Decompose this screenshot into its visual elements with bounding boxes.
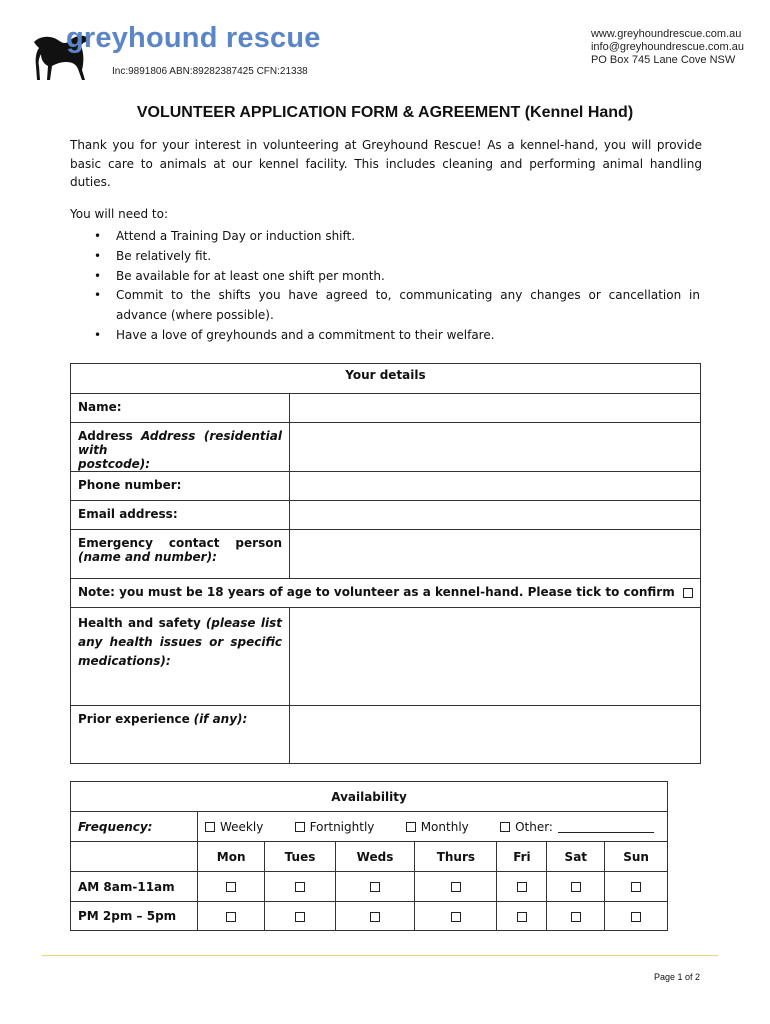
phone-label: Phone number: [71, 472, 290, 501]
am-tues-checkbox[interactable] [295, 882, 305, 892]
day-sun: Sun [605, 842, 668, 872]
name-field[interactable] [290, 394, 701, 423]
intro-paragraph: Thank you for your interest in volunteering at Greyhound Rescue! As a kennel-hand, you will provide basic care to animals at our kennel facility. This includes cleaning and performing animal handling duties. [70, 138, 702, 189]
age-confirm-checkbox[interactable] [683, 588, 693, 598]
emergency-contact-field[interactable] [290, 530, 701, 579]
prior-experience-field[interactable] [290, 706, 701, 764]
frequency-options [198, 812, 668, 842]
table-row [71, 902, 668, 931]
am-sun-checkbox[interactable] [631, 882, 641, 892]
website-link[interactable]: www.greyhoundrescue.com.au [590, 28, 742, 40]
frequency-monthly[interactable]: Monthly [406, 820, 469, 834]
frequency-weekly[interactable]: Weekly [205, 820, 263, 834]
list-item: • Be relatively fit. [94, 246, 700, 266]
pm-tues-checkbox[interactable] [295, 912, 305, 922]
bullet-icon: • [94, 229, 102, 243]
address-field[interactable] [290, 423, 701, 472]
other-input-line[interactable] [558, 820, 654, 833]
bullet-icon: • [94, 269, 102, 283]
am-thurs-checkbox[interactable] [451, 882, 461, 892]
name-label: Name: [71, 394, 290, 423]
bullet-icon: • [94, 328, 102, 342]
list-item: • Attend a Training Day or induction shift. [94, 226, 700, 246]
frequency-fortnightly[interactable]: Fortnightly [295, 820, 375, 834]
pm-sat-checkbox[interactable] [571, 912, 581, 922]
fortnightly-checkbox[interactable] [295, 822, 305, 832]
availability-heading: Availability [71, 782, 668, 812]
age-confirmation-row [71, 579, 701, 608]
slot-am-label: AM 8am-11am [71, 872, 198, 902]
health-label: Health and safety (please list any health issues or specific medications): [71, 608, 290, 706]
age-note: Note: you must be 18 years of age to volunteer as a kennel-hand. Please tick to confirm [78, 585, 675, 599]
email-link[interactable]: info@greyhoundrescue.com.au [590, 41, 744, 53]
am-fri-checkbox[interactable] [517, 882, 527, 892]
pm-sun-checkbox[interactable] [631, 912, 641, 922]
day-mon: Mon [198, 842, 265, 872]
page-number: Page 1 of 2 [653, 972, 700, 982]
weekly-checkbox[interactable] [205, 822, 215, 832]
email-label: Email address: [71, 501, 290, 530]
list-item: • Commit to the shifts you have agreed to, communicating any changes or cancellation in advance (where possible). [94, 288, 700, 322]
requirements-heading: You will need to: [70, 207, 169, 221]
requirements-list [94, 226, 700, 345]
pm-thurs-checkbox[interactable] [451, 912, 461, 922]
contact-block [591, 28, 744, 67]
bullet-icon: • [94, 288, 102, 302]
day-tues: Tues [265, 842, 335, 872]
table-row [71, 872, 668, 902]
am-sat-checkbox[interactable] [571, 882, 581, 892]
day-header-blank [71, 842, 198, 872]
postal-address: PO Box 745 Lane Cove NSW [590, 54, 736, 66]
frequency-label: Frequency: [71, 812, 198, 842]
bullet-icon: • [94, 249, 102, 263]
day-fri: Fri [497, 842, 547, 872]
other-checkbox[interactable] [500, 822, 510, 832]
email-field[interactable] [290, 501, 701, 530]
pm-weds-checkbox[interactable] [370, 912, 380, 922]
monthly-checkbox[interactable] [406, 822, 416, 832]
emergency-contact-label: Emergency contact person (name and number): [71, 530, 290, 579]
am-mon-checkbox[interactable] [226, 882, 236, 892]
form-title: VOLUNTEER APPLICATION FORM & AGREEMENT (Kennel Hand) [136, 104, 634, 121]
availability-table [70, 781, 668, 931]
details-heading: Your details [71, 364, 701, 394]
pm-mon-checkbox[interactable] [226, 912, 236, 922]
footer-divider [42, 955, 718, 956]
frequency-other[interactable]: Other: [500, 820, 654, 834]
slot-pm-label: PM 2pm – 5pm [71, 902, 198, 931]
prior-experience-label: Prior experience (if any): [71, 706, 290, 764]
phone-field[interactable] [290, 472, 701, 501]
health-field[interactable] [290, 608, 701, 706]
day-thurs: Thurs [415, 842, 497, 872]
pm-fri-checkbox[interactable] [517, 912, 527, 922]
list-item: • Have a love of greyhounds and a commitment to their welfare. [94, 325, 700, 345]
day-sat: Sat [547, 842, 605, 872]
details-table [70, 363, 701, 764]
day-weds: Weds [335, 842, 415, 872]
list-item: • Be available for at least one shift per month. [94, 266, 700, 286]
address-label: Address Address (residential with postcode): [71, 423, 290, 472]
logo-text: greyhound rescue [66, 22, 321, 54]
registration-numbers: Inc:9891806 ABN:89282387425 CFN:21338 [112, 66, 308, 77]
am-weds-checkbox[interactable] [370, 882, 380, 892]
